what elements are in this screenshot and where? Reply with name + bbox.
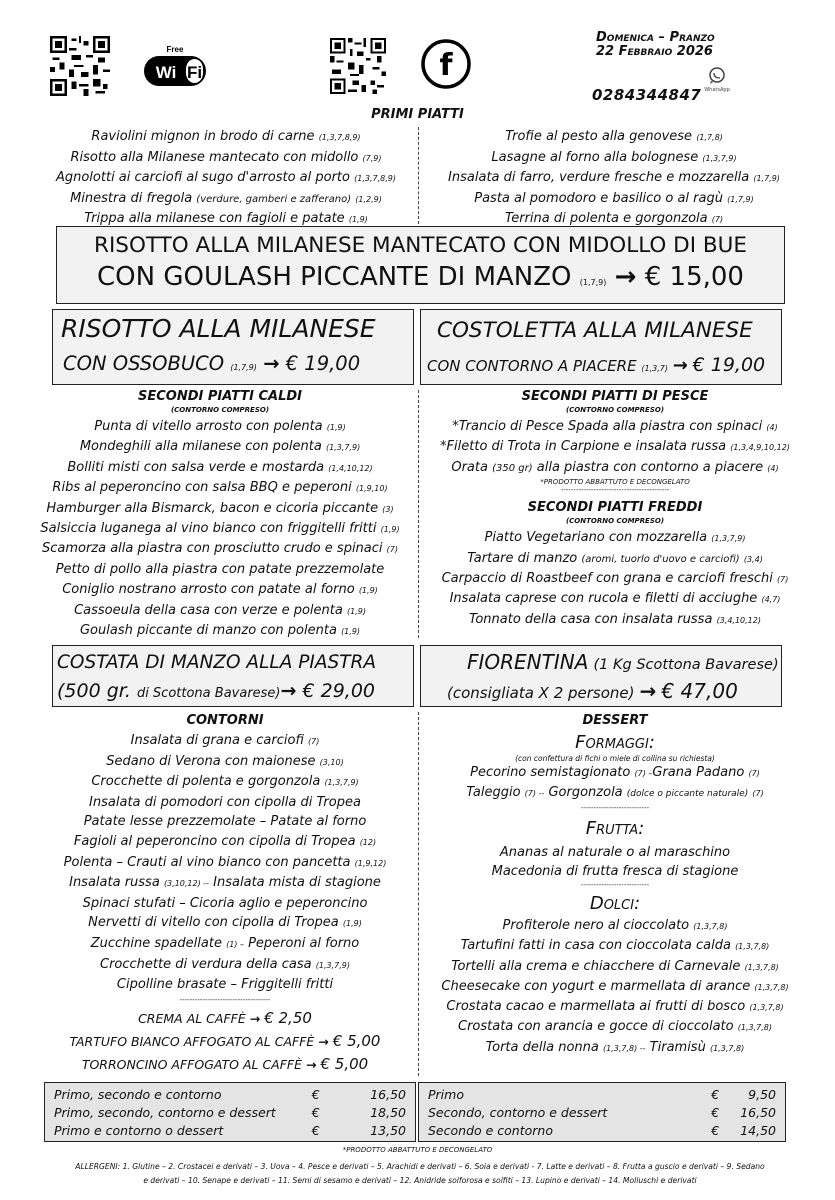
- pesce-footnote: *PRODOTTO ABBATTUTO E DECONGELATO: [540, 478, 690, 487]
- list-item: Lasagne al forno alla bolognese (1,3,7,9): [491, 149, 737, 165]
- svg-text:Wi: Wi: [155, 63, 177, 82]
- list-item: *Filetto di Trota in Carpione e insalata russa (1,3,4,9,10,12): [440, 439, 790, 455]
- primi-divider: [418, 127, 419, 224]
- divider: ---------------------------: [580, 804, 650, 812]
- special2-right-allergens: (1,3,7): [641, 364, 668, 373]
- list-item: Risotto alla Milanese mantecato con midollo (7,9): [70, 149, 382, 165]
- list-item: Crocchette di verdura della casa (1,3,7,9): [100, 956, 350, 972]
- list-item: Patate lesse prezzemolate – Patate al forno: [83, 814, 367, 830]
- table-row: Secondo, contorno e dessert € 16,50: [428, 1104, 776, 1120]
- frutta-list: [422, 843, 808, 881]
- list-item: Fagioli al peperoncino con cipolla di Tropea (12): [73, 833, 377, 849]
- extra-item: CREMA AL CAFFÈ → € 2,50: [138, 1008, 312, 1027]
- day-service: Domenica – Pranzo: [596, 30, 715, 45]
- special3-left-line2b: di Scottona Bavarese): [136, 686, 281, 701]
- special2-left-allergens: (1,7,9): [230, 363, 257, 372]
- list-item: Ananas al naturale o al maraschino: [499, 845, 731, 860]
- list-item: Zucchine spadellate (1) – Peperoni al forno: [90, 935, 360, 951]
- special2-right-line1: COSTOLETTA ALLA MILANESE: [437, 318, 753, 343]
- list-item: Pecorino semistagionato (7) –Grana Padano (7): [470, 765, 760, 780]
- list-item: Insalata di pomodori con cipolla di Tropea: [89, 794, 361, 810]
- list-item: Petto di pollo alla piastra con patate prezzemolate: [55, 561, 385, 577]
- arrow-icon: →: [249, 1010, 261, 1026]
- list-item: Raviolini mignon in brodo di carne (1,3,7,8,9): [91, 129, 361, 144]
- secondi-caldi-list: [30, 417, 410, 641]
- list-item: Insalata di grana e carciofi (7): [130, 733, 320, 748]
- price-table-left: [44, 1082, 416, 1142]
- special2-left-price: € 19,00: [285, 352, 361, 375]
- contorni-list: [40, 731, 410, 995]
- special2-right-line2: CON CONTORNO A PIACERE: [427, 357, 637, 375]
- primi-left-list: [40, 127, 412, 230]
- contorni-title: CONTORNI: [186, 713, 264, 728]
- table-row: Primo, secondo e contorno € 16,50: [54, 1086, 406, 1102]
- secondi-freddi-title: SECONDI PIATTI FREDDI: [527, 500, 703, 516]
- secondi-freddi-list: [422, 528, 808, 630]
- list-item: Orata (350 gr) alla piastra con contorno a piacere (4): [451, 459, 779, 475]
- menu-date: 22 Febbraio 2026: [596, 44, 713, 59]
- list-item: Crostata cacao e marmellata ai frutti di bosco (1,3,7,8): [446, 999, 784, 1015]
- arrow-icon: →: [639, 679, 657, 703]
- bottom-divider: [418, 712, 419, 1076]
- formaggi-title: Formaggi:: [575, 732, 655, 753]
- formaggi-note: (con confettura di fichi o miele di collina su richiesta): [515, 754, 715, 763]
- list-item: Terrina di polenta e gorgonzola (7): [504, 211, 724, 226]
- list-item: Macedonia di frutta fresca di stagione: [491, 864, 739, 879]
- special1-line1: RISOTTO ALLA MILANESE MANTECATO CON MIDOLLO DI BUE: [94, 233, 747, 258]
- list-item: Sedano di Verona con maionese (3,10): [106, 753, 344, 769]
- special-fiorentina: [420, 645, 782, 707]
- secondi-pesce-list: [422, 417, 808, 478]
- allergeni-line2: e derivati – 10. Senape e derivati – 11. Semi di sesamo e derivati – 12. Anidride solforosa e solfiti – 13. Lupino e derivati – 14. Molluschi e derivati: [143, 1176, 697, 1185]
- list-item: Pasta al pomodoro e basilico o al ragù (1,7,9): [474, 190, 754, 206]
- secondi-pesce-title: SECONDI PIATTI DI PESCE: [521, 389, 709, 404]
- arrow-icon: →: [318, 1033, 329, 1049]
- list-item: *Trancio di Pesce Spada alla piastra con spinaci (4): [452, 419, 778, 434]
- svg-text:Fi: Fi: [186, 63, 203, 82]
- arrow-icon: →: [306, 1056, 317, 1072]
- allergeni-legend: [20, 1160, 820, 1188]
- special3-right-line1b: (1 Kg Scottona Bavarese): [593, 657, 779, 673]
- special3-right-line1a: FIORENTINA: [467, 650, 589, 674]
- footer-note: *PRODOTTO ABBATTUTO E DECONGELATO: [342, 1146, 493, 1154]
- arrow-icon: →: [280, 680, 297, 702]
- list-item: Cheesecake con yogurt e marmellata di arance (1,3,7,8): [441, 978, 789, 994]
- list-item: Bolliti misti con salsa verde e mostarda (1,4,10,12): [67, 459, 373, 475]
- special-costoletta: [420, 309, 782, 385]
- secondi-caldi-section: [30, 389, 410, 641]
- divider: ------------------------------------: [179, 995, 271, 1004]
- secondi-pesce-subtitle: (CONTORNO COMPRESO): [565, 406, 665, 414]
- list-item: Trippa alla milanese con fagioli e patate (1,9): [84, 211, 368, 226]
- secondi-caldi-subtitle: (CONTORNO COMPRESO): [170, 406, 270, 414]
- qr-code-social[interactable]: [330, 38, 386, 94]
- facebook-icon[interactable]: [420, 38, 472, 90]
- list-item: Ribs al peperoncino con salsa BBQ e peperoni (1,9,10): [52, 480, 388, 496]
- wifi-icon: [140, 42, 210, 92]
- special-costata: [52, 645, 414, 707]
- list-item: Nervetti di vitello con cipolla di Tropea (1,9): [88, 915, 362, 931]
- list-item: Tartare di manzo (aromi, tuorlo d'uovo e carciofi) (3,4): [467, 550, 763, 566]
- arrow-icon: →: [672, 355, 688, 376]
- list-item: Cipolline brasate – Friggitelli fritti: [116, 977, 334, 993]
- primi-title: PRIMI PIATTI: [371, 107, 464, 122]
- list-item: Crocchette di polenta e gorgonzola (1,3,7,9): [91, 774, 359, 790]
- whatsapp-label: WhatsApp: [704, 87, 730, 93]
- special3-right-line2: (consigliata X 2 persone): [447, 684, 635, 702]
- dessert-title: DESSERT: [582, 713, 648, 728]
- list-item: Coniglio nostrano arrosto con patate al forno (1,9): [62, 582, 378, 598]
- list-item: Crostata con arancia e gocce di cioccolato (1,3,7,8): [458, 1019, 772, 1035]
- table-row: Secondo e contorno € 14,50: [428, 1122, 776, 1138]
- arrow-icon: →: [614, 262, 637, 292]
- special3-left-price: € 29,00: [302, 680, 376, 702]
- list-item: Torta della nonna (1,3,7,8) -- Tiramisù (1,3,7,8): [485, 1039, 745, 1055]
- list-item: Insalata di farro, verdure fresche e mozzarella (1,7,9): [448, 170, 780, 185]
- list-item: Goulash piccante di manzo con polenta (1,9): [79, 623, 361, 639]
- list-item: Tonnato della casa con insalata russa (3,4,10,12): [469, 611, 761, 627]
- dessert-section: [422, 713, 808, 1058]
- special2-left-line2: CON OSSOBUCO: [63, 352, 225, 375]
- list-item: Taleggio (7) -- Gorgonzola (dolce o piccante naturale) (7): [466, 785, 764, 800]
- list-item: Insalata caprese con rucola e filetti di acciughe (4,7): [449, 591, 781, 607]
- table-row: Primo e contorno o dessert € 13,50: [54, 1122, 406, 1138]
- frutta-title: Frutta:: [585, 818, 645, 839]
- dolci-title: Dolci:: [589, 893, 641, 914]
- special3-left-line2a: (500 gr.: [57, 680, 131, 702]
- price-table-right: [418, 1082, 786, 1142]
- list-item: Minestra di fregola (verdure, gamberi e zafferano) (1,2,9): [70, 190, 382, 206]
- list-item: Piatto Vegetariano con mozzarella (1,3,7,9): [484, 530, 746, 546]
- formaggi-list: [422, 763, 808, 804]
- special1-allergens: (1,7,9): [579, 278, 607, 287]
- special2-right-price: € 19,00: [692, 354, 766, 376]
- divider: -------------------------------------------: [560, 486, 670, 495]
- list-item: Agnolotti ai carciofi al sugo d'arrosto al porto (1,3,7,8,9): [55, 170, 397, 185]
- phone-number[interactable]: 0284344847: [592, 86, 702, 104]
- qr-code-menu[interactable]: [50, 36, 110, 96]
- list-item: Cassoeula della casa con verze e polenta (1,9): [74, 602, 366, 618]
- list-item: Insalata russa (3,10,12) -- Insalata mista di stagione: [69, 875, 381, 891]
- list-item: Polenta – Crauti al vino bianco con pancetta (1,9,12): [63, 854, 387, 870]
- coffee-extras: [40, 1007, 410, 1076]
- list-item: Carpaccio di Roastbeef con grana e carciofi freschi (7): [441, 571, 789, 587]
- special3-left-line1: COSTATA DI MANZO ALLA PIASTRA: [57, 652, 377, 673]
- special-ossobuco: [52, 309, 414, 385]
- table-row: Primo, secondo, contorno e dessert € 18,50: [54, 1104, 406, 1120]
- allergeni-line1: ALLERGENI: 1. Glutine – 2. Crostacei e derivati – 3. Uova – 4. Pesce e derivati – 5. Arachidi e derivati – 6. Soia e derivati - 7. Latte e derivati – 8. Frutta a guscio e derivati – 9. Sedano: [75, 1162, 765, 1171]
- list-item: Mondeghili alla milanese con polenta (1,3,7,9): [79, 439, 361, 455]
- table-row: Primo € 9,50: [428, 1086, 776, 1102]
- list-item: Spinaci stufati – Cicoria aglio e peperoncino: [82, 895, 368, 911]
- list-item: Tartufini fatti in casa con cioccolata calda (1,3,7,8): [460, 938, 770, 954]
- list-item: Hamburger alla Bismarck, bacon e cicoria piccante (3): [46, 500, 394, 516]
- special1-line2: CON GOULASH PICCANTE DI MANZO: [97, 262, 572, 292]
- primi-right-list: [424, 127, 804, 230]
- svg-text:f: f: [439, 48, 453, 83]
- dolci-list: [422, 916, 808, 1058]
- extra-item: TORRONCINO AFFOGATO AL CAFFÈ → € 5,00: [81, 1054, 369, 1073]
- wifi-free-label: Free: [166, 45, 184, 54]
- special1-price: € 15,00: [644, 262, 744, 292]
- list-item: Tortelli alla crema e chiacchere di Carnevale (1,3,7,8): [451, 958, 779, 974]
- contorni-section: [40, 713, 410, 1076]
- divider: ---------------------------: [580, 881, 650, 889]
- secondi-divider: [418, 390, 419, 638]
- secondi-pesce-section: [422, 389, 808, 630]
- special3-right-price: € 47,00: [661, 679, 738, 703]
- list-item: Punta di vitello arrosto con polenta (1,9): [94, 419, 346, 434]
- special2-left-line1: RISOTTO ALLA MILANESE: [61, 314, 376, 343]
- special-risotto-goulash: [56, 226, 785, 304]
- secondi-freddi-subtitle: (CONTORNO COMPRESO): [565, 517, 665, 526]
- list-item: Trofie al pesto alla genovese (1,7,8): [505, 129, 723, 144]
- list-item: Scamorza alla piastra con prosciutto crudo e spinaci (7): [41, 541, 399, 557]
- list-item: Profiterole nero al cioccolato (1,3,7,8): [502, 918, 728, 933]
- secondi-caldi-title: SECONDI PIATTI CALDI: [138, 389, 302, 404]
- arrow-icon: →: [263, 352, 280, 375]
- whatsapp-icon[interactable]: [702, 66, 732, 94]
- extra-item: TARTUFO BIANCO AFFOGATO AL CAFFÈ → € 5,00: [69, 1031, 381, 1050]
- list-item: Salsiccia luganega al vino bianco con friggitelli fritti (1,9): [40, 521, 400, 537]
